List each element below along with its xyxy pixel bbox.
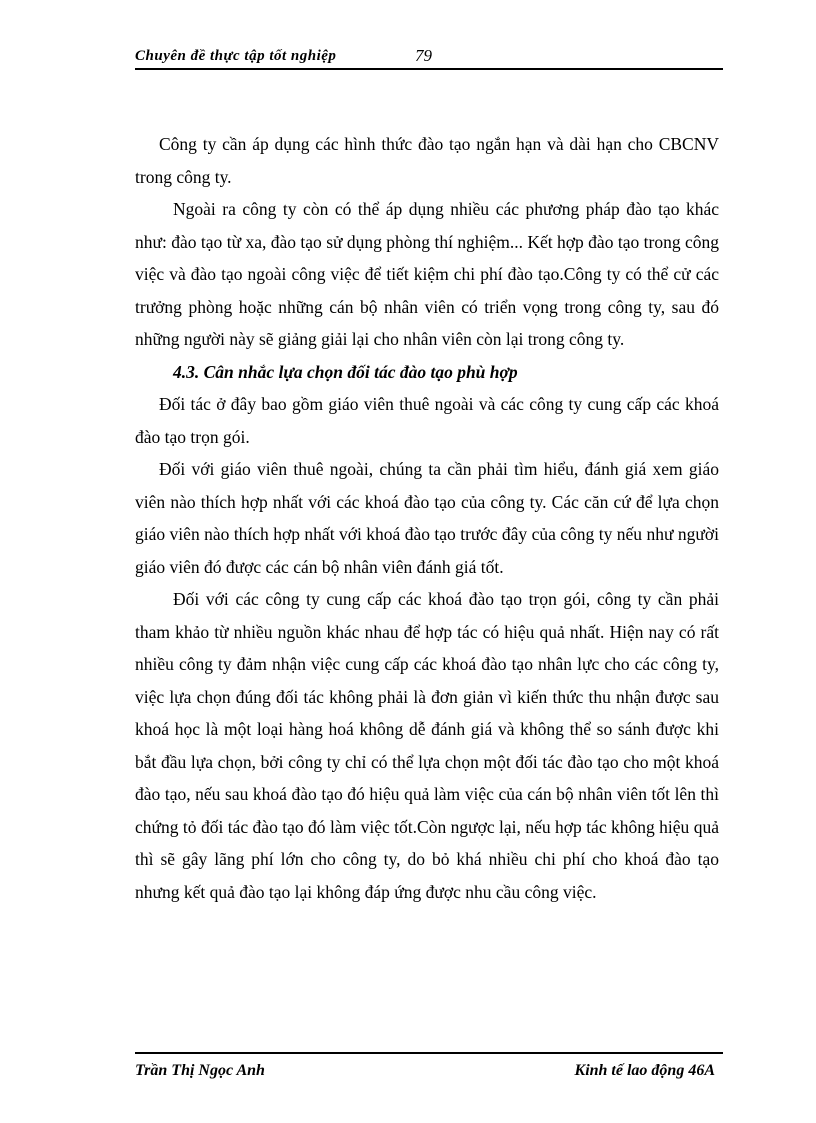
page-header [135,48,723,70]
paragraph: Đối với các công ty cung cấp các khoá đào tạo trọn gói, công ty cần phải tham khảo từ nhiều nguồn khác nhau để hợp tác có hiệu quả nhất. Hiện nay có rất nhiều công ty đảm nhận việc cung cấp các khoá đào tạo nhân lực cho các công ty, việc lựa chọn đúng đối tác không phải là đơn giản vì kiến thức thu nhận được sau khoá học là một loại hàng hoá không dễ đánh giá và không thể so sánh được khi bắt đầu lựa chọn, bởi công ty chỉ có thể lựa chọn một đối tác đào tạo cho một khoá đào tạo, nếu sau khoá đào tạo đó hiệu quả làm việc của cán bộ nhân viên tốt lên thì chứng tỏ đối tác đào tạo đó làm việc tốt.Còn ngược lại, nếu hợp tác không hiệu quả thì sẽ gây lãng phí lớn cho công ty, do bỏ khá nhiều chi phí cho khoá đào tạo nhưng kết quả đào tạo lại không đáp ứng được nhu cầu công việc. [135,589,719,902]
document-body [135,128,719,908]
author-name: Trần Thị Ngọc Anh [135,1062,265,1079]
class-name: Kinh tế lao động 46A [574,1062,715,1079]
page-number: 79 [415,46,432,65]
section-heading: 4.3. Cân nhắc lựa chọn đối tác đào tạo phù hợp [173,361,518,382]
document-title: Chuyên đề thực tập tốt nghiệp [135,48,337,64]
paragraph: Đối với giáo viên thuê ngoài, chúng ta cần phải tìm hiểu, đánh giá xem giáo viên nào thích hợp nhất với các khoá đào tạo của công ty. Các căn cứ để lựa chọn giáo viên nào thích hợp nhất với khoá đào tạo trước đây của công ty nếu như người giáo viên đó được các cán bộ nhân viên đánh giá tốt. [135,459,719,577]
paragraph: Đối tác ở đây bao gồm giáo viên thuê ngoài và các công ty cung cấp các khoá đào tạo trọn gói. [135,394,719,447]
paragraph: Ngoài ra công ty còn có thể áp dụng nhiều các phương pháp đào tạo khác như: đào tạo từ xa, đào tạo sử dụng phòng thí nghiệm... Kết hợp đào tạo trong công việc và đào tạo ngoài công việc để tiết kiệm chi phí đào tạo.Công ty có thể cử các trưởng phòng hoặc những cán bộ nhân viên có triển vọng trong công ty, sau đó những người này sẽ giảng giải lại cho nhân viên còn lại trong công ty. [135,199,719,349]
page-footer [135,1052,723,1090]
paragraph: Công ty cần áp dụng các hình thức đào tạo ngắn hạn và dài hạn cho CBCNV trong công ty. [135,134,719,187]
